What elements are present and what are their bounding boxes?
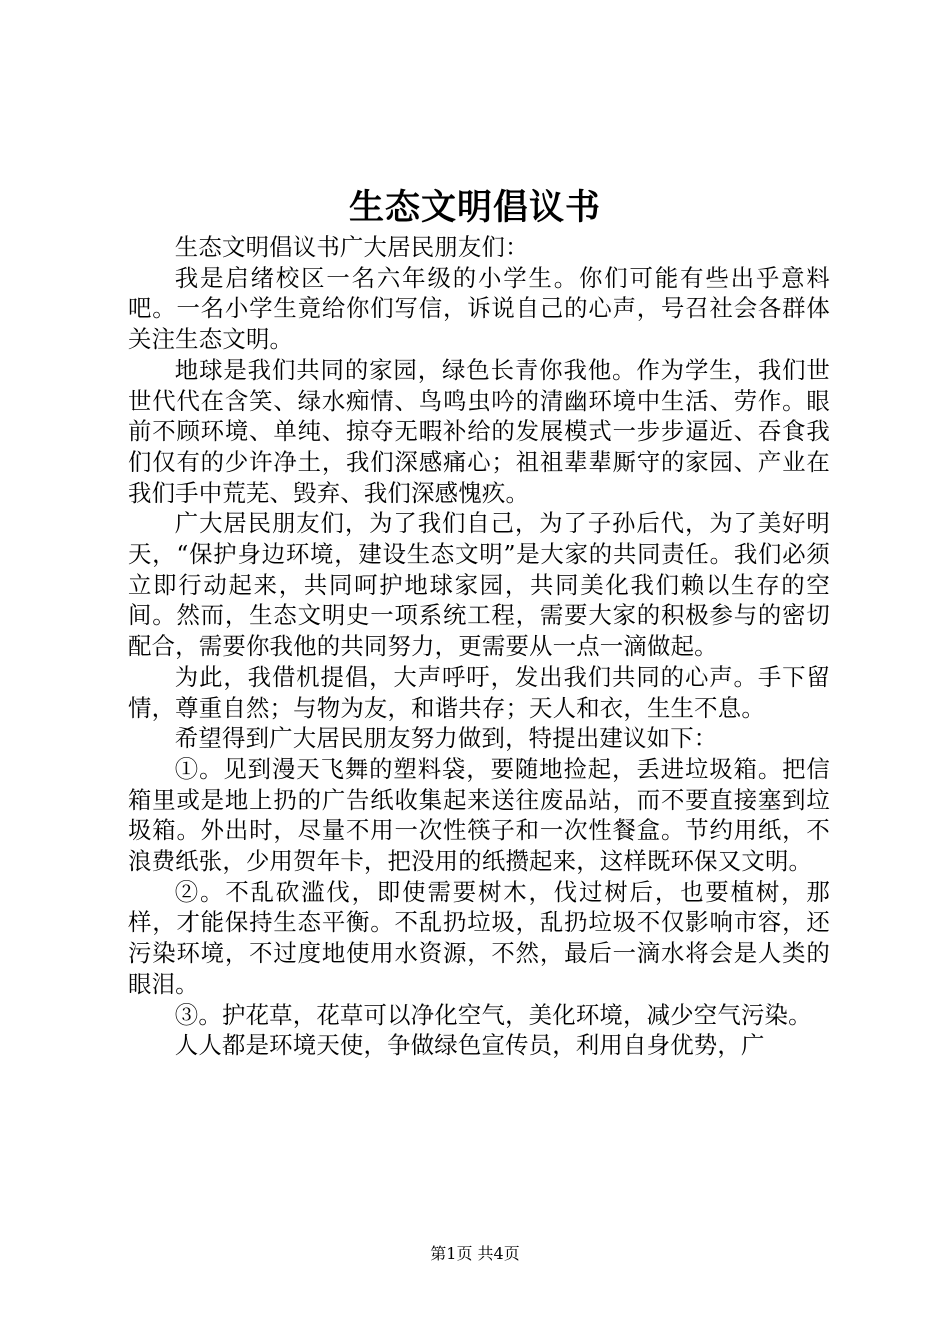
paragraph-call-to-action: 广大居民朋友们，为了我们自己，为了子孙后代，为了美好明天，“保护身边环境，建设生态文明”是大家的共同责任。我们必须立即行动起来，共同呵护地球家园，共同美化我们赖以生存的空间。然而，生态文明史一项系统工程，需要大家的积极参与的密切配合，需要你我他的共同努力，更需要从一点一滴做起。: [128, 509, 830, 661]
document-title: 生态文明倡议书: [348, 187, 601, 228]
paragraph-earth-home: 地球是我们共同的家园，绿色长青你我他。作为学生，我们世世代代在含笑、绿水痴情、鸟鸣虫吟的清幽环境中生活、劳作。眼前不顾环境、单纯、掠夺无暇补给的发展模式一步步逼近、吞食我们仅有的少许净土，我们深感痛心；祖祖辈辈厮守的家园、产业在我们手中荒芜、毁弃、我们深感愧疚。: [128, 355, 830, 507]
paragraph-suggestion-2: ②。不乱砍滥伐，即使需要树木，伐过树后，也要植树，那样，才能保持生态平衡。不乱扔垃圾，乱扔垃圾不仅影响市容，还污染环境，不过度地使用水资源，不然，最后一滴水将会是人类的眼泪。: [128, 877, 830, 998]
paragraph-introduction: 我是启绪校区一名六年级的小学生。你们可能有些出乎意料吧。一名小学生竟给你们写信，诉说自己的心声，号召社会各群体关注生态文明。: [128, 263, 830, 354]
paragraph-suggestions-intro: 希望得到广大居民朋友努力做到，特提出建议如下：: [174, 724, 718, 753]
page-footer: 第1页 共4页: [430, 1244, 520, 1263]
document-body: [128, 232, 830, 1061]
paragraph-appeal: 为此，我借机提倡，大声呼吁，发出我们共同的心声。手下留情，尊重自然；与物为友，和谐共存；天人和衣，生生不息。: [128, 662, 830, 722]
paragraph-suggestion-1: ①。见到漫天飞舞的塑料袋，要随地捡起，丢进垃圾箱。把信箱里或是地上扔的广告纸收集起来送往废品站，而不要直接塞到垃圾箱。外出时，尽量不用一次性筷子和一次性餐盒。节约用纸，不浪费纸张，少用贺年卡，把没用的纸攒起来，这样既环保又文明。: [128, 754, 830, 876]
paragraph-suggestion-3: ③。护花草，花草可以净化空气，美化环境，减少空气污染。: [174, 1000, 812, 1029]
paragraph-salutation: 生态文明倡议书广大居民朋友们：: [174, 233, 529, 261]
paragraph-closing: 人人都是环境天使，争做绿色宣传员，利用自身优势，广: [174, 1031, 765, 1060]
